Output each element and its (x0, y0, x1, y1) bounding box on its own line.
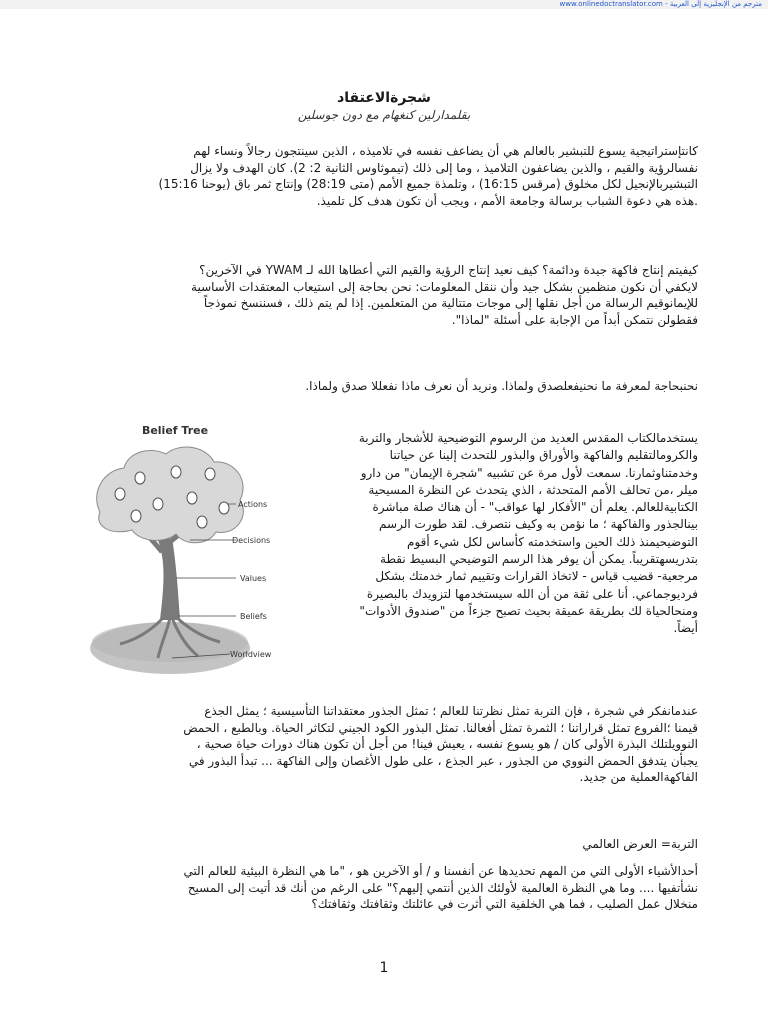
paragraph-line: التربة= العرض العالمي (582, 837, 698, 851)
label-worldview: Worldview (230, 650, 272, 659)
paragraph-line: بينالجذور والفاكهة ؛ ما نؤمن به وكيف نتصرف. لقد طورت الرسم (379, 517, 698, 532)
paragraph-line: عندمانفكر في شجرة ، فإن التربة تمثل نظرتنا للعالم ؛ تمثل الجذور معتقداتنا التأسيسية ؛ يمثل الجذع (204, 704, 698, 718)
section-heading-soil (90, 836, 698, 853)
paragraph-line: التوضيحيمنذ ذلك الحين واستخدمته كأساس لكل شيء أقوم (407, 534, 698, 549)
paragraph-line: فرديوجماعي. أنا على ثقة من أن الله سيستخدمها لتزويدك بالبصيرة (366, 586, 698, 601)
paragraph-line: نحنبحاجة لمعرفة ما نحنيفعلصدق ولماذا. ونريد أن نعرف ماذا نفعللا صدق ولماذا. (305, 379, 698, 393)
paragraph-line: يجبأن يتدفق الحمض النووي من الجذور ، عبر الجذع ، على طول الأغصان وإلى الفاكهة ... تبدأ البذور في (188, 753, 698, 768)
paragraph-line: قيمنا ؛الفروع تمثل قراراتنا ؛ الثمرة تمثل أفعالنا. تمثل البذور الكود الجيني لتكاثر الحياة. وبالطبع ، الحمض (183, 720, 698, 735)
figure-title: Belief Tree (141, 424, 209, 437)
paragraph-line: كيفيتم إنتاج فاكهة جيدة ودائمة؟ كيف نعيد إنتاج الرؤية والقيم التي أعطاها الله لـ YWAM في الآخرين؟ (199, 263, 698, 277)
belief-tree-figure (80, 412, 280, 682)
label-decisions: Decisions (232, 536, 271, 545)
belief-tree-illustration (80, 412, 280, 682)
document-title: شجرةالاعتقاد (337, 90, 431, 106)
paragraph-line: لايكفي أن نكون منظمين بشكل جيد وأن ننقل المعلومات: نحن بحاجة إلى استيعاب المعتقدات الأساسية (191, 279, 698, 294)
paragraph-line: ومنحالحياة لك بطريقة عميقة بحيث تصبح جزءاً من "صندوق الأدوات" (359, 603, 698, 618)
paragraph-worldview (90, 863, 698, 913)
paragraph-line: فقطولن نتمكن أبداً من الإجابة على أسئلة "لماذا". (451, 312, 698, 327)
paragraph-belief-tree (290, 430, 698, 638)
paragraph-line: نشأتفيها .... وما هي النظرة العالمية لأولئك الذين أنتمي إليهم؟" على الرغم من أنك قد أتيت إلى المسيح (187, 880, 698, 895)
translator-banner[interactable] (0, 0, 768, 9)
page-number: 1 (379, 960, 389, 976)
paragraph-fruit (90, 262, 698, 328)
banner-text[interactable]: www.onlinedoctranslator.com - مترجم من الإنجليزية إلى العربية (559, 0, 762, 8)
paragraph-line: بتدريسهتقريباً. يمكن أن يوفر هذا الرسم التوضيحي البسيط نقطة (380, 552, 698, 567)
paragraph-line: .هذه هي دعوة الشباب برسالة وجامعة الأمم ، ويجب أن تكون هدف كل تلميذ. (316, 193, 698, 208)
paragraph-line: الكتابيةللعالم. يعلم أن "الأفكار لها عواقب" - أن هناك صلة مباشرة (372, 500, 698, 515)
paragraph-line: أيضاً. (673, 621, 698, 636)
paragraph-tree-parts (90, 703, 698, 786)
paragraph-intro (90, 143, 698, 209)
document-subtitle: بقلمدارلين كنغهام مع دون جوسلين (297, 108, 471, 122)
label-actions: Actions (238, 500, 268, 509)
label-beliefs: Beliefs (240, 612, 267, 621)
paragraph-why (90, 378, 698, 395)
paragraph-line: وخدمتناوثمارنا. سمعت لأول مرة عن تشبيه "شجرة الإيمان" من دارو (360, 465, 698, 480)
paragraph-line: الفاكهةالعملية من جديد. (579, 770, 698, 784)
paragraph-line: والكرومالتقليم والفاكهة والأوراق والبذور للتحدث إلينا عن حياتنا (389, 448, 698, 463)
paragraph-line: يستخدمالكتاب المقدس العديد من الرسوم التوضيحية للأشجار والتربة (358, 431, 698, 445)
paragraph-line: النوويلتلك البذرة الأولى كان / هو يسوع نفسه ، يعيش فينا! من أجل أن تكون هناك دورات حياة صحية ، (196, 737, 698, 751)
paragraph-line: التبشيربالإنجيل لكل مخلوق (مرقس 16:15) ، وتلمذة جميع الأمم (متى 28:19) وإنتاج ثمر باق (يوحنا 15:16) (158, 177, 698, 191)
paragraph-line: ميلر ،من تحالف الأمم المتحدثة ، الذي يتحدث عن النظرة المسيحية (368, 482, 698, 497)
label-values: Values (240, 574, 267, 583)
paragraph-line: مرجعية- قضيب قياس - لاتخاذ القرارات وتقييم ثمار خدمتك بشكل (375, 569, 698, 584)
paragraph-line: منخلال عمل الصليب ، فما هي الخلفية التي أثرت في عائلتك وثقافتك وثقافتك؟ (311, 897, 698, 911)
paragraph-line: للإيمانوقيم الرسالة من أجل نقلها إلى موجات متتالية من المتعلمين. إذا لم يتم ذلك ، فسننسخ نموذجاً (203, 296, 698, 310)
paragraph-line: نفسالرؤية والقيم ، والذين يضاعفون التلاميذ ، وما إلى ذلك (تيموثاوس الثانية 2: 2). كان الهدف ولا يزال (190, 160, 698, 175)
paragraph-line: كانتإستراتيجية يسوع للتبشير بالعالم هي أن يضاعف نفسه في تلاميذه ، الذين سينتجون رجالاً ونساء لهم (193, 144, 698, 158)
paragraph-line: أحدالأشياء الأولى التي من المهم تحديدها عن أنفسنا و / أو الآخرين هو ، "ما هي النظرة البيئية للعالم التي (183, 864, 698, 878)
